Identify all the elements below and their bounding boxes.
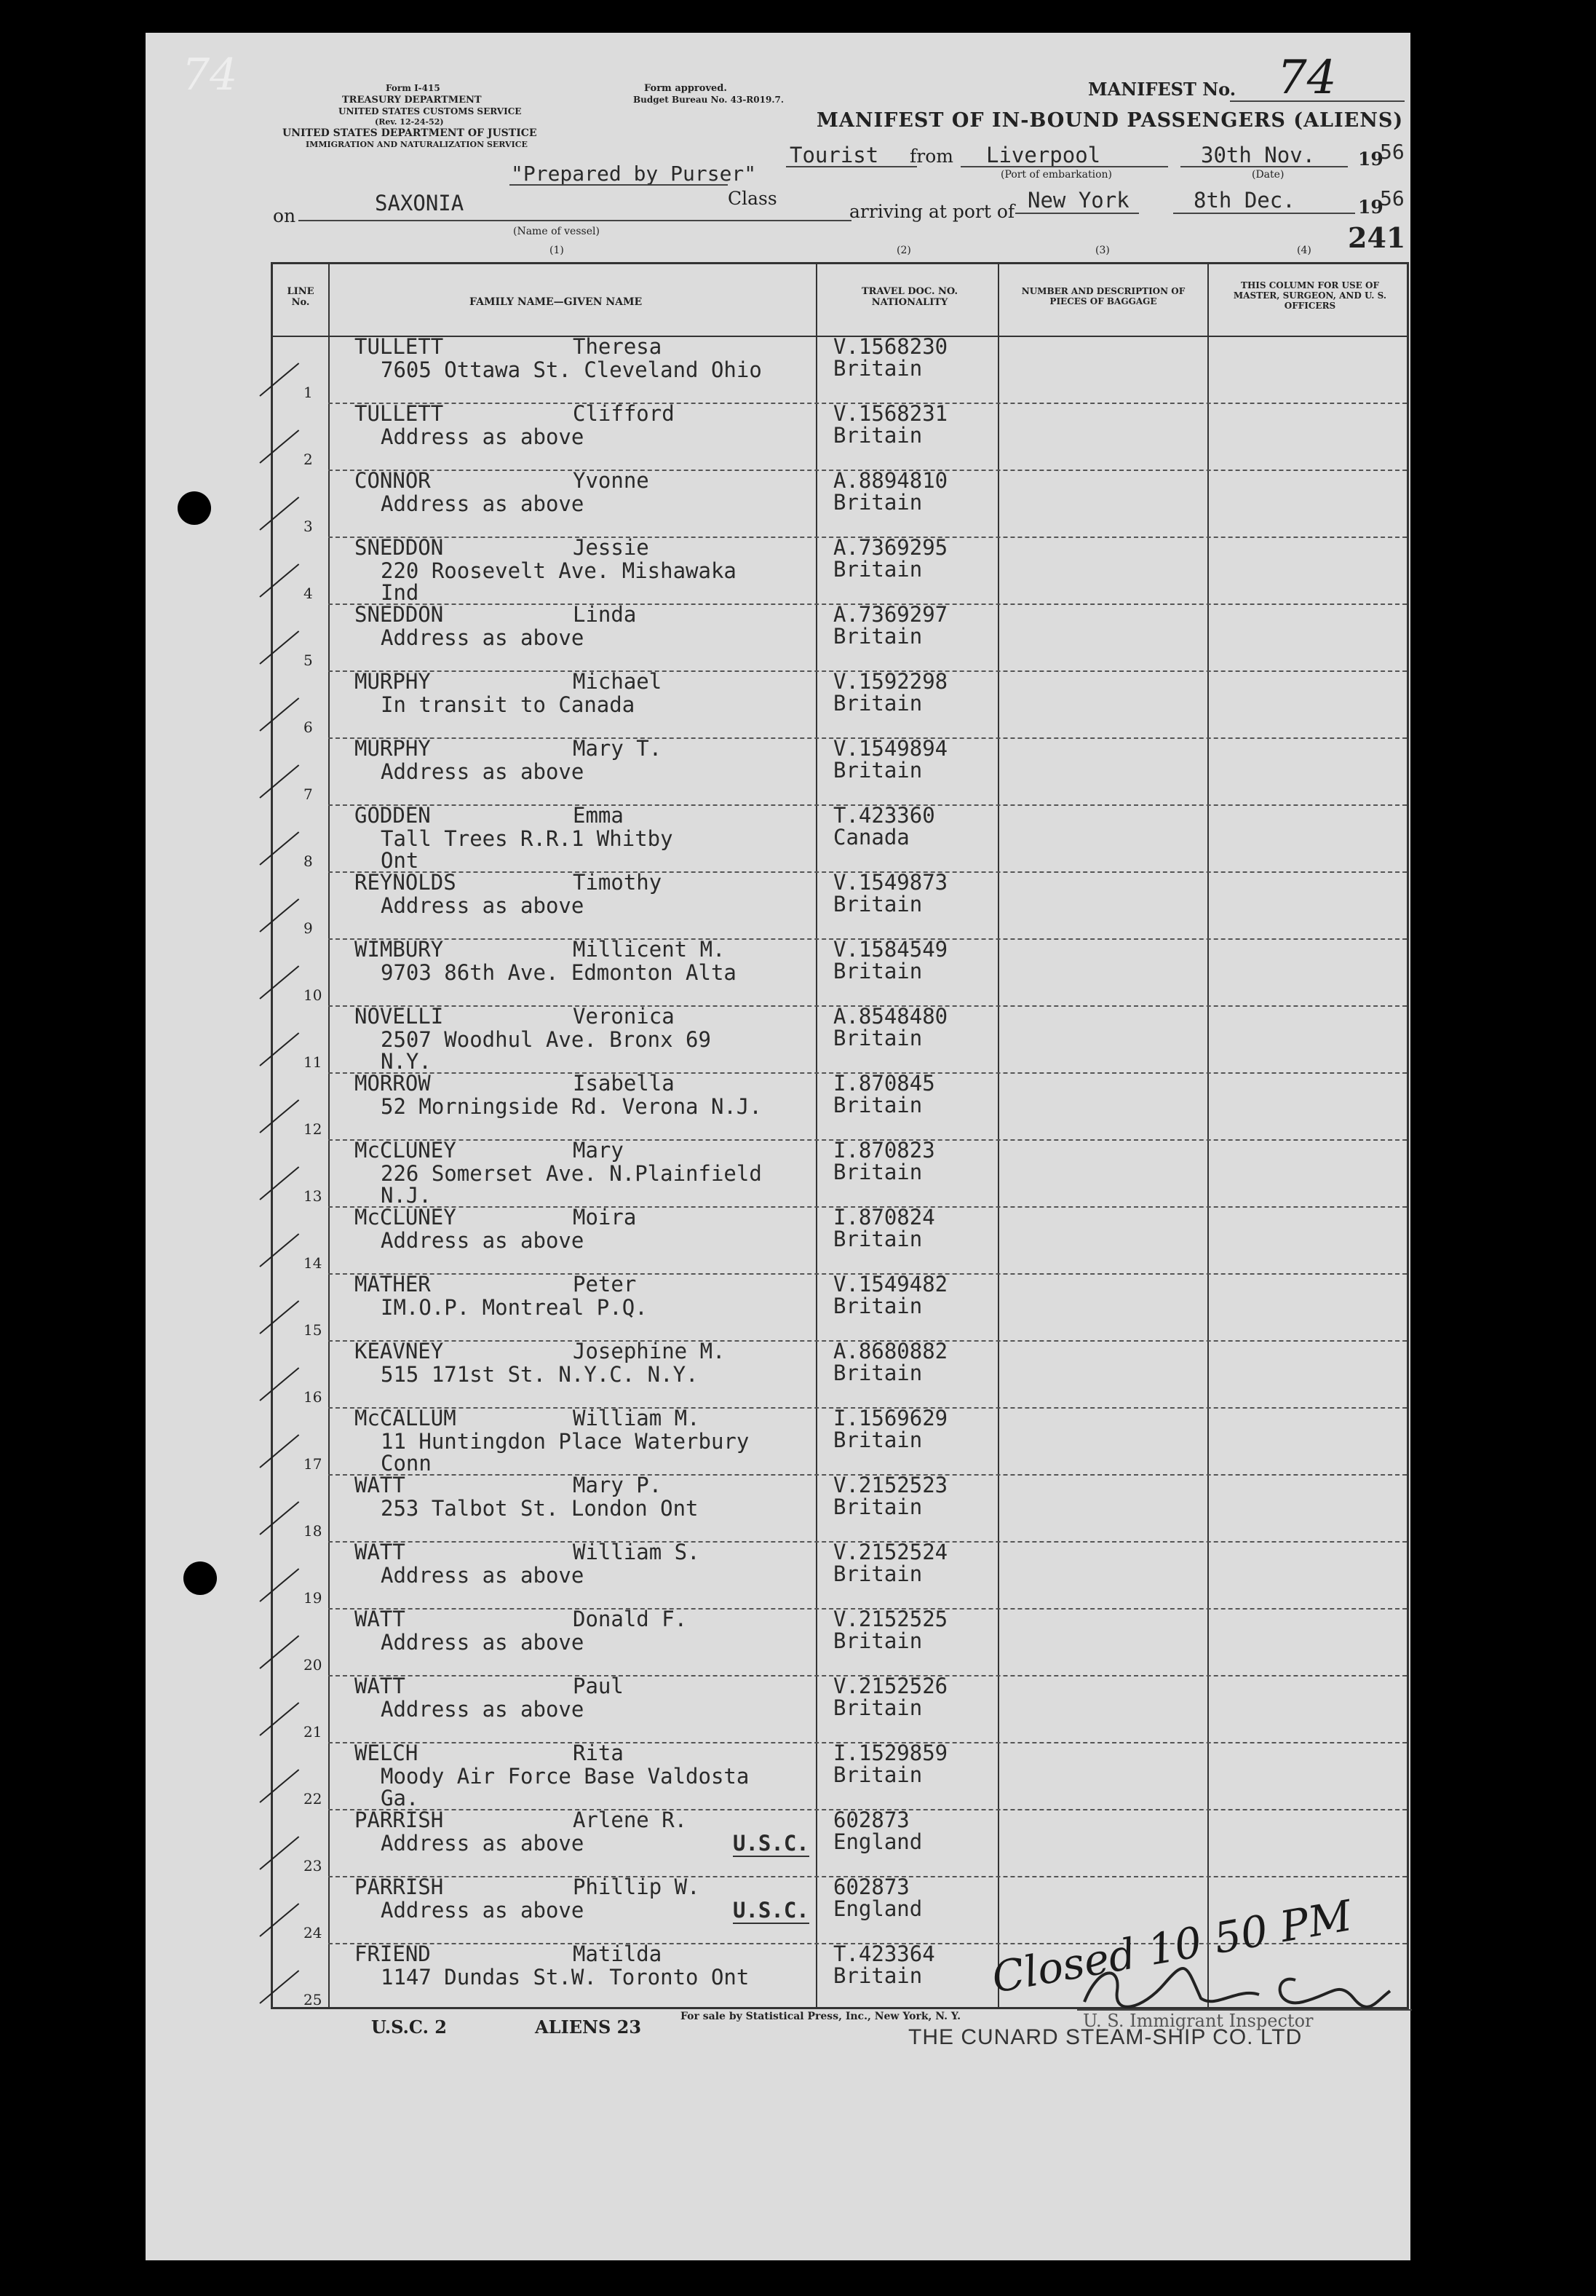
- family-name: NOVELLI: [354, 1004, 444, 1029]
- given-name: Mary T.: [573, 736, 662, 761]
- travel-doc-no: V.1549873: [833, 870, 948, 895]
- given-name: Theresa: [573, 334, 662, 359]
- given-name: Moira: [573, 1205, 637, 1230]
- travel-doc-no: I.870823: [833, 1138, 935, 1163]
- nationality: Britain: [833, 758, 923, 783]
- given-name: Clifford: [573, 401, 675, 426]
- arrival-date-underline: [1173, 213, 1355, 214]
- travel-doc-no: A.7369297: [833, 602, 948, 627]
- travel-doc-no: V.1549894: [833, 736, 948, 761]
- address: Address as above: [381, 1228, 584, 1253]
- line-number: 1: [303, 384, 313, 401]
- col-officers-header: THIS COLUMN FOR USE OF MASTER, SURGEON, AND U. S. OFFICERS: [1233, 280, 1387, 311]
- family-name: WATT: [354, 1674, 405, 1698]
- nationality: Britain: [833, 624, 923, 649]
- line-number: 19: [303, 1589, 322, 1607]
- address: 9703 86th Ave. Edmonton Alta: [381, 960, 737, 985]
- given-name: Jessie: [573, 535, 649, 560]
- treasury-dept: TREASURY DEPARTMENT: [342, 95, 482, 106]
- travel-doc-no: V.2152525: [833, 1607, 948, 1631]
- ins-service: IMMIGRATION AND NATURALIZATION SERVICE: [306, 140, 528, 149]
- vessel-caption: (Name of vessel): [513, 226, 600, 237]
- nationality: Britain: [833, 1294, 923, 1318]
- family-name: MATHER: [354, 1272, 431, 1297]
- address: Address as above: [381, 1630, 584, 1655]
- family-name: PARRISH: [354, 1808, 444, 1832]
- travel-doc-no: V.2152523: [833, 1473, 948, 1497]
- family-name: TULLETT: [354, 334, 444, 359]
- arrival-date: 8th Dec.: [1194, 188, 1295, 213]
- travel-doc-no: A.7369295: [833, 535, 948, 560]
- usc-mark: U.S.C.: [733, 1898, 809, 1923]
- nationality: Britain: [833, 490, 923, 515]
- address: 253 Talbot St. London Ont: [381, 1496, 699, 1521]
- col-baggage-header: NUMBER AND DESCRIPTION OF PIECES OF BAGGAGE: [1021, 286, 1186, 306]
- given-name: Josephine M.: [573, 1339, 726, 1363]
- manifest-no-underline: [1230, 100, 1405, 102]
- class-label: Class: [728, 188, 777, 209]
- address: 1147 Dundas St.W. Toronto Ont: [381, 1965, 750, 1990]
- col-divider: [998, 264, 999, 2007]
- address-continued: Ind: [381, 580, 419, 605]
- col-line-header: LINE No.: [287, 286, 314, 308]
- line-number: 17: [303, 1455, 322, 1473]
- travel-doc-no: I.870824: [833, 1205, 935, 1230]
- date-caption: (Date): [1252, 169, 1285, 181]
- line-number: 13: [303, 1187, 322, 1205]
- address: In transit to Canada: [381, 692, 635, 717]
- nationality: Britain: [833, 892, 923, 917]
- family-name: CONNOR: [354, 468, 431, 493]
- line-number: 9: [303, 919, 313, 937]
- given-name: Veronica: [573, 1004, 675, 1029]
- given-name: Peter: [573, 1272, 637, 1297]
- margin-note: 74: [182, 50, 238, 100]
- line-number: 4: [303, 585, 313, 602]
- given-name: William S.: [573, 1540, 700, 1564]
- address: Address as above: [381, 424, 584, 449]
- travel-doc-no: V.2152526: [833, 1674, 948, 1698]
- address: Moody Air Force Base Valdosta: [381, 1764, 750, 1789]
- officer-signature: [1077, 1958, 1397, 2016]
- family-name: McCLUNEY: [354, 1138, 456, 1163]
- class-value: Tourist: [790, 143, 879, 167]
- given-name: Arlene R.: [573, 1808, 688, 1832]
- family-name: TULLETT: [354, 401, 444, 426]
- address: 2507 Woodhul Ave. Bronx 69: [381, 1027, 711, 1052]
- family-name: WATT: [354, 1607, 405, 1631]
- given-name: Michael: [573, 669, 662, 694]
- address: Address as above: [381, 1563, 584, 1588]
- class-underline: [786, 166, 917, 167]
- col-divider: [1207, 264, 1209, 2007]
- family-name: WIMBURY: [354, 937, 444, 962]
- manifest-no: 74: [1277, 51, 1337, 105]
- line-number: 21: [303, 1723, 322, 1741]
- family-name: WELCH: [354, 1741, 418, 1765]
- arrival-port-underline: [1015, 213, 1139, 214]
- address: Address as above: [381, 491, 584, 516]
- given-name: Emma: [573, 803, 624, 828]
- arrival-port: New York: [1028, 188, 1129, 213]
- punch-hole: [183, 1561, 217, 1595]
- travel-doc-no: I.1569629: [833, 1406, 948, 1430]
- given-name: Phillip W.: [573, 1875, 700, 1899]
- nationality: Britain: [833, 1428, 923, 1452]
- given-name: Paul: [573, 1674, 624, 1698]
- address-continued: Ont: [381, 848, 419, 873]
- line-number: 11: [303, 1053, 322, 1071]
- punch-hole: [178, 491, 211, 525]
- given-name: Mary: [573, 1138, 624, 1163]
- nationality: Britain: [833, 1227, 923, 1251]
- line-number: 24: [303, 1924, 322, 1941]
- address-continued: N.J.: [381, 1183, 432, 1208]
- date-underline: [1180, 166, 1348, 167]
- caption-2: (2): [897, 245, 911, 256]
- family-name: FRIEND: [354, 1941, 431, 1966]
- caption-4: (4): [1297, 245, 1311, 256]
- address: 515 171st St. N.Y.C. N.Y.: [381, 1362, 699, 1387]
- family-name: PARRISH: [354, 1875, 444, 1899]
- family-name: SNEDDON: [354, 602, 444, 627]
- closed-note: Closed 10 50 PM: [988, 1891, 1356, 2003]
- address: Address as above: [381, 1898, 584, 1923]
- address: Address as above: [381, 759, 584, 784]
- aliens-count: ALIENS 23: [535, 2016, 642, 2038]
- nationality: Britain: [833, 1495, 923, 1519]
- nationality: Britain: [833, 959, 923, 983]
- given-name: Yvonne: [573, 468, 649, 493]
- address: Address as above: [381, 1697, 584, 1722]
- line-number: 14: [303, 1254, 322, 1272]
- family-name: MORROW: [354, 1071, 431, 1096]
- nationality: England: [833, 1896, 923, 1921]
- form-approved: Form approved.: [644, 83, 727, 94]
- travel-doc-no: V.1568231: [833, 401, 948, 426]
- manifest-title: MANIFEST OF IN-BOUND PASSENGERS (ALIENS): [817, 109, 1404, 132]
- line-number: 7: [303, 785, 313, 803]
- line-number: 25: [303, 1991, 322, 2008]
- family-name: McCLUNEY: [354, 1205, 456, 1230]
- nationality: Britain: [833, 1628, 923, 1653]
- col-name-header: FAMILY NAME—GIVEN NAME: [469, 296, 643, 308]
- year2-prefix: 19: [1358, 197, 1383, 218]
- given-name: Millicent M.: [573, 937, 726, 962]
- line-number: 5: [303, 652, 313, 669]
- prepared-underline: [509, 184, 728, 186]
- line-number: 15: [303, 1321, 322, 1339]
- usc-count: U.S.C. 2: [371, 2016, 448, 2038]
- form-revision: (Rev. 12-24-52): [375, 117, 444, 127]
- travel-doc-no: 602873: [833, 1875, 910, 1899]
- nationality: Britain: [833, 1695, 923, 1720]
- page-number: 241: [1348, 221, 1406, 254]
- nationality: Britain: [833, 1026, 923, 1050]
- year2-suffix: 56: [1380, 186, 1405, 210]
- travel-doc-no: A.8548480: [833, 1004, 948, 1029]
- given-name: Rita: [573, 1741, 624, 1765]
- line-number: 6: [303, 719, 313, 736]
- col-divider: [816, 264, 817, 2007]
- usc-mark: U.S.C.: [733, 1831, 809, 1856]
- line-number: 10: [303, 986, 322, 1004]
- address: 52 Morningside Rd. Verona N.J.: [381, 1094, 762, 1119]
- nationality: Britain: [833, 691, 923, 716]
- nationality: Britain: [833, 1160, 923, 1184]
- address: Tall Trees R.R.1 Whitby: [381, 826, 673, 851]
- passenger-table: [271, 262, 1409, 2009]
- nationality: Britain: [833, 1093, 923, 1117]
- inspector-label: U. S. Immigrant Inspector: [1083, 2011, 1314, 2031]
- address: 220 Roosevelt Ave. Mishawaka: [381, 558, 737, 583]
- justice-dept: UNITED STATES DEPARTMENT OF JUSTICE: [282, 127, 537, 139]
- embark-port: Liverpool: [986, 143, 1101, 167]
- budget-bureau: Budget Bureau No. 43-R019.7.: [633, 95, 785, 105]
- embark-underline: [961, 166, 1168, 167]
- vessel-name: SAXONIA: [375, 191, 464, 215]
- line-number: 23: [303, 1857, 322, 1875]
- vessel-underline: [298, 220, 851, 221]
- nationality: Britain: [833, 1762, 923, 1787]
- family-name: SNEDDON: [354, 535, 444, 560]
- printer-note: For sale by Statistical Press, Inc., New York, N. Y.: [680, 2011, 961, 2022]
- travel-doc-no: V.1549482: [833, 1272, 948, 1297]
- line-number: 16: [303, 1388, 322, 1406]
- family-name: WATT: [354, 1473, 405, 1497]
- travel-doc-no: V.1568230: [833, 334, 948, 359]
- caption-3: (3): [1095, 245, 1110, 256]
- nationality: England: [833, 1829, 923, 1854]
- family-name: MURPHY: [354, 669, 431, 694]
- given-name: Donald F.: [573, 1607, 688, 1631]
- line-number: 12: [303, 1120, 322, 1138]
- address: Address as above: [381, 893, 584, 918]
- customs-service: UNITED STATES CUSTOMS SERVICE: [338, 106, 522, 116]
- travel-doc-no: A.8894810: [833, 468, 948, 493]
- line-number: 18: [303, 1522, 322, 1540]
- family-name: MURPHY: [354, 736, 431, 761]
- nationality: Britain: [833, 1963, 923, 1988]
- prepared-by: "Prepared by Purser": [511, 162, 757, 186]
- travel-doc-no: I.1529859: [833, 1741, 948, 1765]
- form-id: Form I-415: [386, 83, 440, 93]
- address: 226 Somerset Ave. N.Plainfield: [381, 1161, 762, 1186]
- caption-1: (1): [549, 245, 564, 256]
- address: Address as above: [381, 625, 584, 650]
- given-name: William M.: [573, 1406, 700, 1430]
- arriving-label: arriving at port of: [849, 201, 1015, 222]
- line-number: 20: [303, 1656, 322, 1674]
- nationality: Britain: [833, 356, 923, 381]
- address: 7605 Ottawa St. Cleveland Ohio: [381, 357, 762, 382]
- col-doc-header: TRAVEL DOC. NO. NATIONALITY: [861, 286, 958, 308]
- family-name: WATT: [354, 1540, 405, 1564]
- travel-doc-no: A.8680882: [833, 1339, 948, 1363]
- col-divider: [328, 264, 330, 2007]
- manifest-no-label: MANIFEST No.: [1088, 79, 1236, 100]
- nationality: Britain: [833, 1561, 923, 1586]
- family-name: McCALLUM: [354, 1406, 456, 1430]
- travel-doc-no: V.1592298: [833, 669, 948, 694]
- nationality: Britain: [833, 557, 923, 582]
- travel-doc-no: V.2152524: [833, 1540, 948, 1564]
- line-number: 2: [303, 451, 313, 468]
- travel-doc-no: V.1584549: [833, 937, 948, 962]
- from-label: from: [910, 146, 953, 167]
- address-continued: Ga.: [381, 1786, 419, 1810]
- given-name: Isabella: [573, 1071, 675, 1096]
- travel-doc-no: T.423360: [833, 803, 935, 828]
- nationality: Britain: [833, 423, 923, 448]
- family-name: GODDEN: [354, 803, 431, 828]
- on-label: on: [273, 205, 296, 226]
- line-number: 3: [303, 518, 313, 535]
- family-name: REYNOLDS: [354, 870, 456, 895]
- given-name: Timothy: [573, 870, 662, 895]
- given-name: Matilda: [573, 1941, 662, 1966]
- port-caption: (Port of embarkation): [1001, 169, 1112, 181]
- departure-date: 30th Nov.: [1201, 143, 1316, 167]
- address: IM.O.P. Montreal P.Q.: [381, 1295, 648, 1320]
- year1-prefix: 19: [1358, 149, 1383, 170]
- travel-doc-no: 602873: [833, 1808, 910, 1832]
- line-number: 8: [303, 852, 313, 870]
- travel-doc-no: T.423364: [833, 1941, 935, 1966]
- address: Address as above: [381, 1831, 584, 1856]
- travel-doc-no: I.870845: [833, 1071, 935, 1096]
- nationality: Britain: [833, 1361, 923, 1385]
- address-continued: Conn: [381, 1451, 432, 1476]
- line-number: 22: [303, 1790, 322, 1808]
- nationality: Canada: [833, 825, 910, 850]
- company-stamp: THE CUNARD STEAM-SHIP CO. LTD: [908, 2025, 1303, 2049]
- year1-suffix: 56: [1380, 140, 1405, 164]
- address: 11 Huntingdon Place Waterbury: [381, 1429, 750, 1454]
- given-name: Mary P.: [573, 1473, 662, 1497]
- family-name: KEAVNEY: [354, 1339, 444, 1363]
- given-name: Linda: [573, 602, 637, 627]
- address-continued: N.Y.: [381, 1049, 432, 1074]
